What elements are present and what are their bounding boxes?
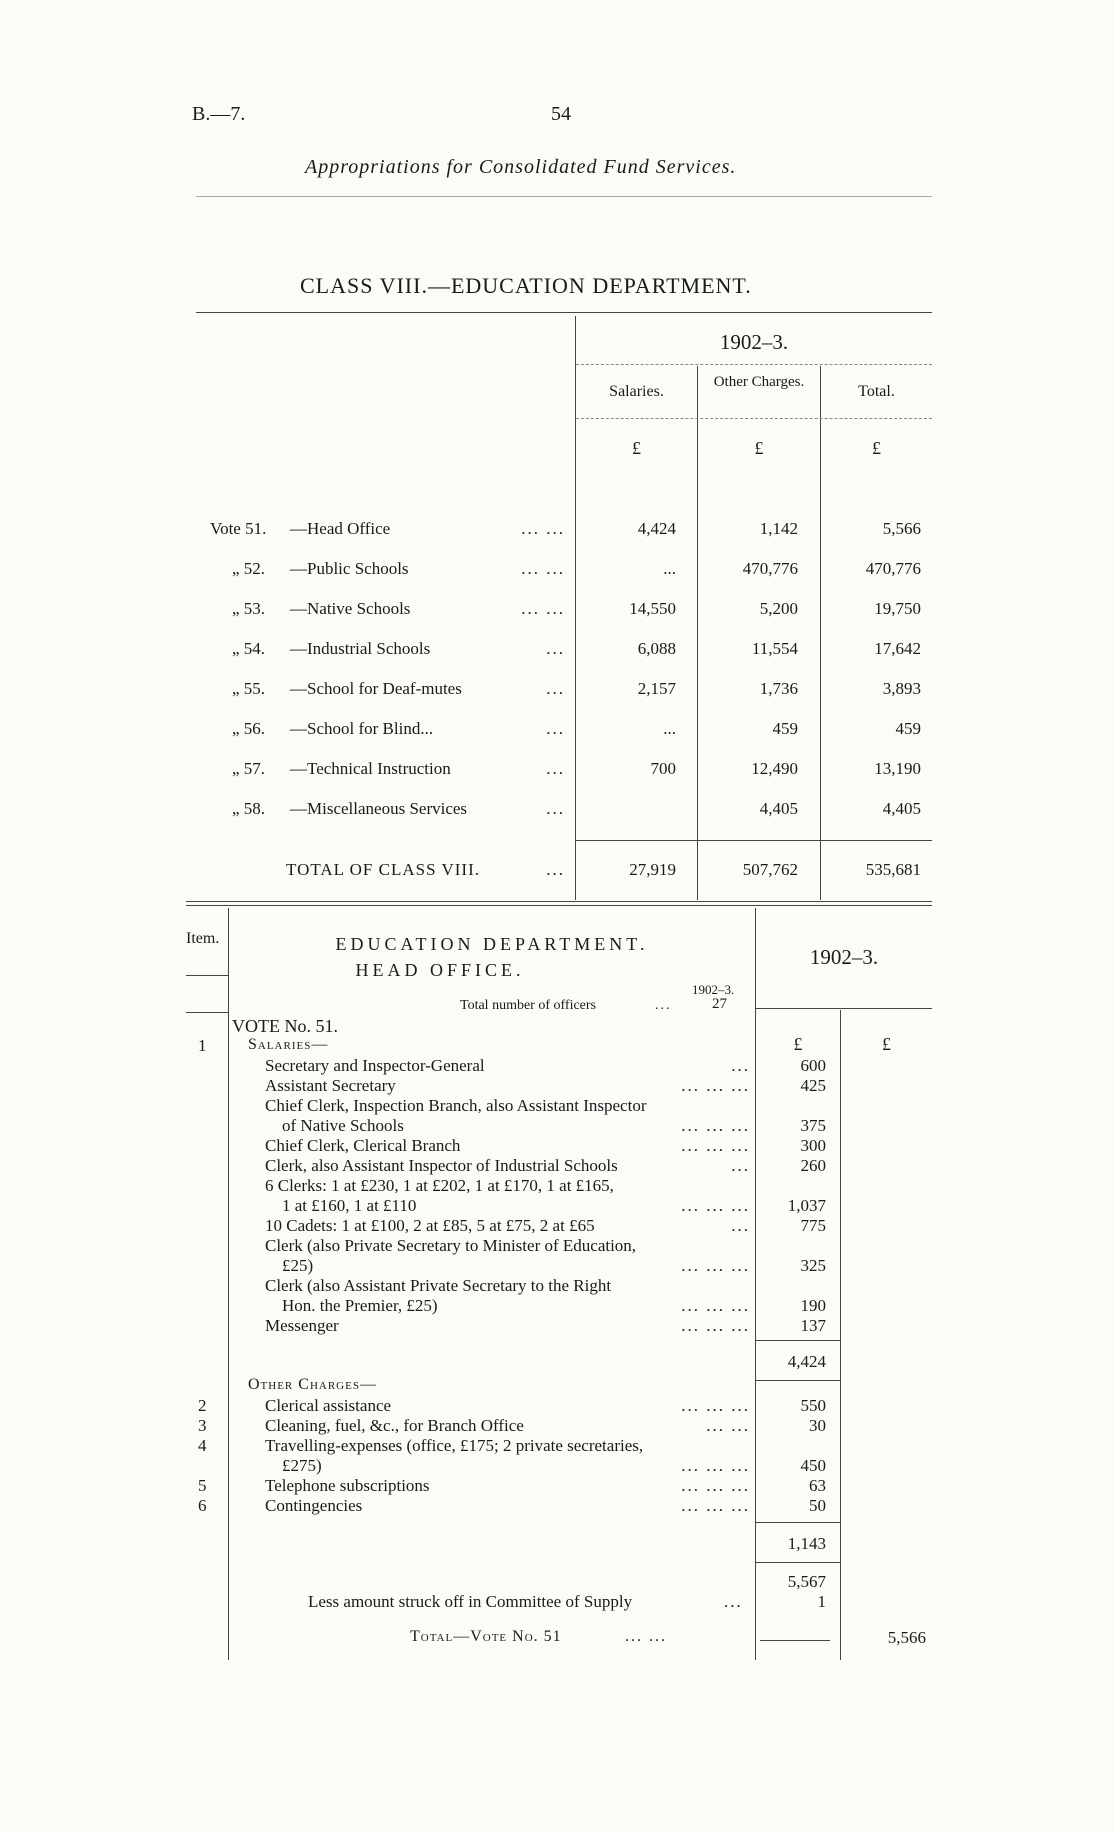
charge-description: Telephone subscriptions bbox=[265, 1476, 430, 1495]
charge-leaders: ... ... bbox=[706, 1416, 750, 1435]
charge-description: £275) bbox=[265, 1456, 322, 1475]
total-salaries: 27,919 bbox=[629, 860, 676, 879]
header-rule bbox=[196, 196, 932, 197]
salary-description: £25) bbox=[265, 1256, 314, 1275]
vote-prefix: „ 54. bbox=[232, 639, 266, 658]
salary-amount: 1,037 bbox=[787, 1196, 826, 1215]
row-leaders: ... bbox=[546, 759, 565, 778]
salary-description: 10 Cadets: 1 at £100, 2 at £85, 5 at £75, 2 at £65 bbox=[265, 1216, 595, 1235]
charge-amount: 50 bbox=[809, 1496, 826, 1515]
vote-label: —School for Blind... bbox=[290, 719, 434, 738]
cell-salaries: ... bbox=[663, 559, 676, 578]
vote-prefix: „ 55. bbox=[232, 679, 266, 698]
vote-number: VOTE No. 51. bbox=[232, 1016, 338, 1036]
row-leaders: ... bbox=[546, 799, 565, 818]
summary-year: 1902–3. bbox=[719, 330, 789, 354]
total-total: 535,681 bbox=[865, 860, 921, 879]
cell-total: 17,642 bbox=[874, 639, 921, 658]
salary-amount: 425 bbox=[800, 1076, 826, 1095]
salaries-subtotal-underline bbox=[756, 1380, 840, 1381]
item-number: 6 bbox=[198, 1496, 207, 1515]
charge-leaders: ... ... ... bbox=[681, 1476, 750, 1495]
summary-top-rule bbox=[196, 312, 932, 313]
cell-total: 13,190 bbox=[874, 759, 921, 778]
salary-description: Messenger bbox=[265, 1316, 339, 1335]
officers-leaders: ... bbox=[655, 998, 672, 1013]
item-vote-rule bbox=[186, 1012, 228, 1013]
net-amount-rule bbox=[760, 1640, 830, 1641]
officers-year: 1902–3. bbox=[692, 982, 735, 997]
salary-description: 6 Clerks: 1 at £230, 1 at £202, 1 at £170, 1 at £165, bbox=[265, 1176, 614, 1195]
salary-amount: 600 bbox=[800, 1056, 826, 1075]
cell-salaries: 4,424 bbox=[637, 519, 676, 538]
cell-other: 12,490 bbox=[751, 759, 798, 778]
salary-description: Hon. the Premier, £25) bbox=[265, 1296, 438, 1315]
salary-leaders: ... ... ... bbox=[681, 1316, 750, 1335]
item-number: 2 bbox=[198, 1396, 207, 1415]
less-struck-off-label: Less amount struck off in Committee of Supply bbox=[308, 1592, 633, 1611]
running-title: Appropriations for Consolidated Fund Services. bbox=[305, 156, 737, 178]
total-vote-leaders: ... ... bbox=[625, 1628, 667, 1645]
other-subtotal-underline bbox=[756, 1562, 840, 1563]
summary-colhead-rule bbox=[576, 418, 932, 419]
other-charges-subtotal: 1,143 bbox=[787, 1534, 826, 1553]
officers-label: Total number of officers bbox=[460, 998, 596, 1013]
charge-description: Travelling-expenses (office, £175; 2 private secretaries, bbox=[265, 1436, 644, 1455]
total-leaders: ... bbox=[546, 860, 565, 879]
salary-leaders: ... bbox=[731, 1216, 750, 1235]
salary-leaders: ... ... ... bbox=[681, 1136, 750, 1155]
less-struck-off-amount: 1 bbox=[817, 1592, 826, 1611]
row-leaders: ... bbox=[546, 719, 565, 738]
summary-year-rule bbox=[576, 364, 932, 365]
salaries-subtotal: 4,424 bbox=[787, 1352, 826, 1371]
gross-amount: 5,567 bbox=[787, 1572, 826, 1591]
salary-description: Chief Clerk, Clerical Branch bbox=[265, 1136, 461, 1155]
section-double-rule-bottom bbox=[186, 905, 932, 906]
cell-total: 4,405 bbox=[882, 799, 921, 818]
salary-amount: 260 bbox=[800, 1156, 826, 1175]
detail-year-header: 1902–3. bbox=[809, 945, 879, 969]
detail-year-rule bbox=[756, 1008, 932, 1009]
row-leaders: ... ... bbox=[521, 519, 565, 538]
cell-other: 5,200 bbox=[759, 599, 798, 618]
detail-item-divider bbox=[228, 908, 229, 1660]
salary-amount: 300 bbox=[800, 1136, 826, 1155]
salary-amount: 775 bbox=[800, 1216, 826, 1235]
cell-other: 1,736 bbox=[759, 679, 798, 698]
office-heading: HEAD OFFICE. bbox=[355, 960, 525, 980]
total-vote-label: Total—Vote No. 51 bbox=[410, 1628, 562, 1645]
cell-other: 4,405 bbox=[759, 799, 798, 818]
vote-prefix: Vote 51. bbox=[210, 519, 267, 538]
salaries-item-number: 1 bbox=[198, 1036, 207, 1055]
officers-count: 27 bbox=[712, 996, 727, 1012]
salary-description: Clerk (also Private Secretary to Minister of Education, bbox=[265, 1236, 637, 1255]
cell-salaries: 6,088 bbox=[637, 639, 676, 658]
vote-label: —Head Office bbox=[290, 519, 391, 538]
cell-other: 11,554 bbox=[751, 639, 798, 658]
item-number: 5 bbox=[198, 1476, 207, 1495]
cell-other: 470,776 bbox=[742, 559, 798, 578]
salary-leaders: ... bbox=[731, 1056, 750, 1075]
cell-total: 470,776 bbox=[865, 559, 921, 578]
vote-prefix: „ 53. bbox=[232, 599, 266, 618]
salary-leaders: ... ... ... bbox=[681, 1256, 750, 1275]
item-number: 3 bbox=[198, 1416, 207, 1435]
charge-leaders: ... ... ... bbox=[681, 1396, 750, 1415]
vote-label: —Public Schools bbox=[290, 559, 409, 578]
salary-description: of Native Schools bbox=[265, 1116, 404, 1135]
item-column-header: Item. bbox=[186, 930, 220, 947]
row-leaders: ... bbox=[546, 639, 565, 658]
page-number: 54 bbox=[551, 103, 571, 125]
vote-label: —School for Deaf-mutes bbox=[290, 679, 462, 698]
cell-salaries: 700 bbox=[650, 759, 676, 778]
currency-other: £ bbox=[754, 438, 764, 458]
charge-amount: 450 bbox=[800, 1456, 826, 1475]
cell-other: 1,142 bbox=[759, 519, 798, 538]
total-label: TOTAL OF CLASS VIII. bbox=[286, 860, 481, 879]
charge-leaders: ... ... ... bbox=[681, 1456, 750, 1475]
document-reference: B.—7. bbox=[192, 103, 246, 125]
salaries-heading: Salaries— bbox=[248, 1036, 329, 1053]
vote-prefix: „ 52. bbox=[232, 559, 266, 578]
salary-amount: 325 bbox=[800, 1256, 826, 1275]
item-header-rule bbox=[186, 975, 228, 976]
charge-description: Clerical assistance bbox=[265, 1396, 392, 1415]
section-double-rule-top bbox=[186, 901, 932, 902]
other-subtotal-rule bbox=[756, 1522, 840, 1523]
less-struck-off-leaders: ... bbox=[724, 1592, 743, 1611]
vote-prefix: „ 58. bbox=[232, 799, 266, 818]
cell-salaries: 14,550 bbox=[629, 599, 676, 618]
salary-leaders: ... ... ... bbox=[681, 1196, 750, 1215]
total-vote-amount: 5,566 bbox=[887, 1628, 926, 1647]
charge-description: Contingencies bbox=[265, 1496, 363, 1515]
charge-description: Cleaning, fuel, &c., for Branch Office bbox=[265, 1416, 524, 1435]
currency-total: £ bbox=[872, 438, 881, 458]
salary-description: Clerk (also Assistant Private Secretary to the Right bbox=[265, 1276, 612, 1295]
salary-amount: 190 bbox=[800, 1296, 826, 1315]
vote-label: —Industrial Schools bbox=[290, 639, 431, 658]
cell-total: 459 bbox=[895, 719, 921, 738]
charge-amount: 63 bbox=[809, 1476, 826, 1495]
row-leaders: ... bbox=[546, 679, 565, 698]
salaries-subtotal-rule bbox=[756, 1340, 840, 1341]
cell-salaries: ... bbox=[663, 719, 676, 738]
charge-leaders: ... ... ... bbox=[681, 1496, 750, 1515]
salary-leaders: ... ... ... bbox=[681, 1076, 750, 1095]
vote-prefix: „ 57. bbox=[232, 759, 266, 778]
summary-title: CLASS VIII.—EDUCATION DEPARTMENT. bbox=[300, 273, 752, 298]
salary-description: Clerk, also Assistant Inspector of Industrial Schools bbox=[265, 1156, 618, 1175]
cell-total: 5,566 bbox=[882, 519, 921, 538]
salary-description: 1 at £160, 1 at £110 bbox=[265, 1196, 417, 1215]
salary-leaders: ... ... ... bbox=[681, 1116, 750, 1135]
vote-label: —Native Schools bbox=[290, 599, 411, 618]
salary-amount: 137 bbox=[800, 1316, 826, 1335]
charge-amount: 550 bbox=[800, 1396, 826, 1415]
salary-leaders: ... bbox=[731, 1156, 750, 1175]
cell-total: 3,893 bbox=[882, 679, 921, 698]
detail-total-divider bbox=[840, 1010, 841, 1660]
charge-amount: 30 bbox=[809, 1416, 826, 1435]
row-leaders: ... ... bbox=[521, 559, 565, 578]
cell-total: 19,750 bbox=[874, 599, 921, 618]
vote-label: —Technical Instruction bbox=[290, 759, 451, 778]
cell-other: 459 bbox=[772, 719, 798, 738]
vote-label: —Miscellaneous Services bbox=[290, 799, 468, 818]
total-other: 507,762 bbox=[742, 860, 798, 879]
row-leaders: ... ... bbox=[521, 599, 565, 618]
detail-currency-amount: £ bbox=[793, 1034, 803, 1054]
currency-salaries: £ bbox=[632, 438, 641, 458]
department-heading: EDUCATION DEPARTMENT. bbox=[335, 934, 649, 954]
summary-total-rule bbox=[576, 840, 932, 841]
col-header-total: Total. bbox=[858, 383, 895, 400]
salary-description: Secretary and Inspector-General bbox=[265, 1056, 485, 1075]
other-charges-heading: Other Charges— bbox=[248, 1376, 377, 1393]
item-number: 4 bbox=[198, 1436, 207, 1455]
salary-leaders: ... ... ... bbox=[681, 1296, 750, 1315]
detail-currency-total: £ bbox=[882, 1034, 891, 1054]
salary-amount: 375 bbox=[800, 1116, 826, 1135]
col-header-salaries: Salaries. bbox=[609, 383, 664, 400]
col-header-other-charges: Other Charges. bbox=[713, 374, 805, 390]
cell-salaries: 2,157 bbox=[637, 679, 676, 698]
salary-description: Assistant Secretary bbox=[265, 1076, 396, 1095]
salary-description: Chief Clerk, Inspection Branch, also Assistant Inspector bbox=[265, 1096, 647, 1115]
vote-prefix: „ 56. bbox=[232, 719, 266, 738]
